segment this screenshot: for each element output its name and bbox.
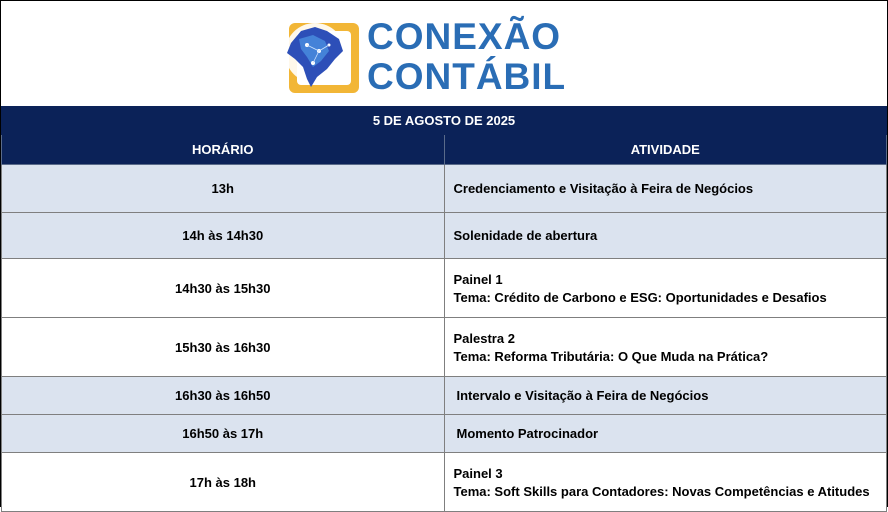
table-row <box>2 318 887 377</box>
activity-cell <box>444 259 887 318</box>
logo-wordmark <box>367 17 566 97</box>
date-cell: 5 DE AGOSTO DE 2025 <box>2 107 887 135</box>
table-row <box>2 415 887 453</box>
activity-line: Painel 1 <box>453 271 503 287</box>
table-row <box>2 259 887 318</box>
activity-cell <box>444 318 887 377</box>
table-row <box>2 453 887 512</box>
table-row <box>2 377 887 415</box>
activity-cell <box>444 415 887 453</box>
activity-cell <box>444 165 887 213</box>
activity-line: Momento Patrocinador <box>456 426 599 441</box>
time-cell: 14h às 14h30 <box>2 213 445 259</box>
time-cell: 14h30 às 15h30 <box>2 259 445 318</box>
logo-area <box>1 1 887 106</box>
activity-cell <box>444 213 887 259</box>
activity-line: Tema: Reforma Tributária: O Que Muda na Prática? <box>453 348 769 364</box>
schedule-table <box>1 106 887 512</box>
date-row <box>2 107 887 135</box>
table-row <box>2 165 887 213</box>
time-cell: 13h <box>2 165 445 213</box>
header-activity: ATIVIDADE <box>444 135 887 165</box>
header-time: HORÁRIO <box>2 135 445 165</box>
activity-line: Tema: Crédito de Carbono e ESG: Oportunidades e Desafios <box>453 289 827 305</box>
table-row <box>2 213 887 259</box>
time-cell: 17h às 18h <box>2 453 445 512</box>
activity-line: Tema: Soft Skills para Contadores: Novas Competências e Atitudes <box>453 483 870 499</box>
header-row <box>2 135 887 165</box>
time-cell: 15h30 às 16h30 <box>2 318 445 377</box>
activity-cell <box>444 377 887 415</box>
time-cell: 16h30 às 16h50 <box>2 377 445 415</box>
time-cell: 16h50 às 17h <box>2 415 445 453</box>
activity-line: Solenidade de abertura <box>453 228 598 243</box>
activity-cell <box>444 453 887 512</box>
activity-line: Painel 3 <box>453 465 503 481</box>
logo-line-2: CONTÁBIL <box>367 56 567 97</box>
logo-line-1: CONEXÃO <box>367 16 562 57</box>
brazil-map-gear-icon <box>277 17 359 95</box>
activity-line: Intervalo e Visitação à Feira de Negócios <box>456 388 709 403</box>
activity-line: Palestra 2 <box>453 330 515 346</box>
activity-line: Credenciamento e Visitação à Feira de Negócios <box>453 181 754 196</box>
